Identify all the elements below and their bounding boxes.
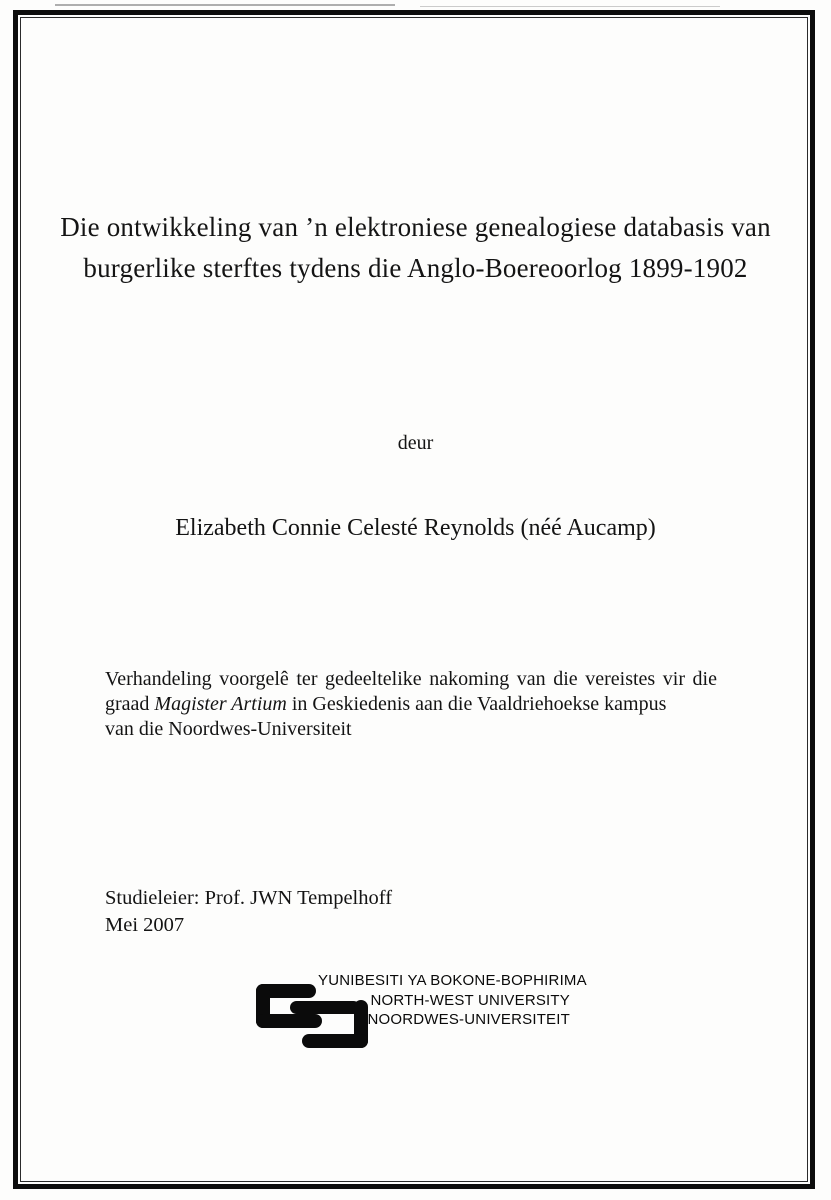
submission-line3: van die Noordwes-Universiteit [105,718,352,740]
logo-text-english: NORTH-WEST UNIVERSITY [370,991,570,1009]
university-logo-text [318,971,587,1030]
scan-artifact-streak-2 [420,6,720,7]
submission-line2-prefix: graad [105,693,155,715]
date-line: Mei 2007 [105,914,185,936]
byline-label: deur [397,432,434,454]
submission-degree-name: Magister Artium [154,693,287,715]
logo-text-setswana: YUNIBESITI YA BOKONE-BOPHIRIMA [318,972,587,989]
thesis-title-line2: burgerlike sterftes tydens die Anglo-Boereoorlog 1899-1902 [83,253,748,283]
submission-statement [105,667,717,742]
thesis-title-line1: Die ontwikkeling van ’n elektroniese genealogiese databasis van [60,212,771,242]
thesis-title [40,207,791,289]
submission-line2 [105,692,717,717]
author-name: Elizabeth Connie Celesté Reynolds (néé Aucamp) [175,515,656,541]
supervisor-block [105,885,392,939]
supervisor-line: Studieleier: Prof. JWN Tempelhoff [105,887,393,909]
submission-line2-suffix: in Geskiedenis aan die Vaaldriehoekse kampus [286,693,667,715]
submission-line1: Verhandeling voorgelê ter gedeeltelike nakoming van die vereistes vir die [105,668,717,690]
logo-text-afrikaans: NOORDWES-UNIVERSITEIT [367,1011,570,1028]
scan-artifact-streak [55,4,395,6]
